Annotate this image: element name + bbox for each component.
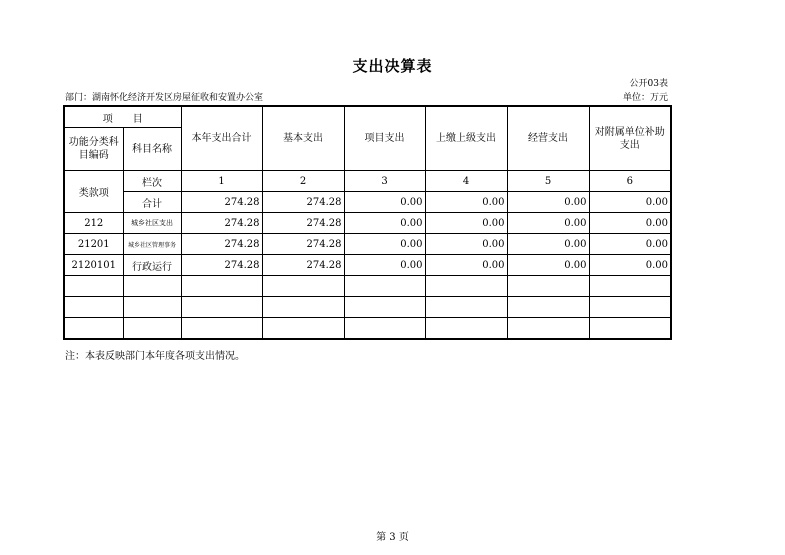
row-value: 274.28	[181, 234, 262, 255]
total-value: 0.00	[425, 192, 507, 213]
row-value: 0.00	[344, 255, 425, 276]
empty-cell	[262, 276, 344, 297]
row-value: 0.00	[425, 213, 507, 234]
empty-cell	[64, 318, 123, 340]
page-number: 第 3 页	[376, 532, 409, 543]
empty-cell	[262, 318, 344, 340]
col-num-1: 1	[181, 171, 262, 192]
empty-row	[64, 297, 671, 318]
empty-cell	[507, 297, 589, 318]
row-name: 城乡社区管理事务	[123, 234, 181, 255]
empty-cell	[589, 297, 671, 318]
header-total: 本年支出合计	[181, 106, 262, 171]
row-value: 0.00	[344, 234, 425, 255]
row-value: 0.00	[589, 234, 671, 255]
header-upper: 上缴上级支出	[425, 106, 507, 171]
empty-cell	[589, 318, 671, 340]
row-value: 0.00	[589, 213, 671, 234]
empty-cell	[64, 276, 123, 297]
table-row	[64, 213, 671, 234]
empty-cell	[262, 297, 344, 318]
table-note: 注：本表反映部门本年度各项支出情况。	[65, 351, 245, 362]
header-business: 经营支出	[507, 106, 589, 171]
total-label: 合计	[123, 192, 181, 213]
col-num-5: 5	[507, 171, 589, 192]
row-value: 274.28	[262, 255, 344, 276]
total-value: 0.00	[344, 192, 425, 213]
empty-cell	[344, 297, 425, 318]
form-code: 公开03表	[629, 79, 668, 89]
empty-cell	[507, 276, 589, 297]
empty-cell	[425, 297, 507, 318]
header-subsidy: 对附属单位补助支出	[589, 106, 671, 171]
empty-row	[64, 318, 671, 340]
empty-cell	[181, 318, 262, 340]
empty-cell	[64, 297, 123, 318]
column-index-row	[64, 171, 671, 192]
row-value: 0.00	[507, 234, 589, 255]
row-value: 274.28	[262, 234, 344, 255]
empty-cell	[123, 318, 181, 340]
row-value: 274.28	[181, 255, 262, 276]
col-num-6: 6	[589, 171, 671, 192]
empty-cell	[344, 276, 425, 297]
header-subject-name: 科目名称	[123, 128, 181, 171]
total-value: 0.00	[507, 192, 589, 213]
empty-cell	[181, 297, 262, 318]
total-value: 274.28	[181, 192, 262, 213]
row-code: 21201	[64, 234, 123, 255]
row-value: 274.28	[262, 213, 344, 234]
header-basic: 基本支出	[262, 106, 344, 171]
total-row	[64, 192, 671, 213]
department-label: 部门：湖南怀化经济开发区房屋征收和安置办公室	[65, 93, 264, 103]
row-value: 0.00	[425, 255, 507, 276]
empty-cell	[181, 276, 262, 297]
page-title: 支出决算表	[352, 57, 433, 75]
row-value: 0.00	[507, 213, 589, 234]
header-category: 类款项	[64, 171, 123, 213]
row-value: 274.28	[181, 213, 262, 234]
table-row	[64, 255, 671, 276]
empty-cell	[344, 318, 425, 340]
col-num-2: 2	[262, 171, 344, 192]
row-name: 城乡社区支出	[123, 213, 181, 234]
row-value: 0.00	[589, 255, 671, 276]
header-project: 项目支出	[344, 106, 425, 171]
col-num-3: 3	[344, 171, 425, 192]
empty-cell	[507, 318, 589, 340]
total-value: 0.00	[589, 192, 671, 213]
row-name: 行政运行	[123, 255, 181, 276]
total-value: 274.28	[262, 192, 344, 213]
expenditure-table	[63, 105, 672, 340]
row-value: 0.00	[425, 234, 507, 255]
row-code: 212	[64, 213, 123, 234]
header-func-code: 功能分类科目编码	[64, 128, 123, 171]
empty-cell	[123, 276, 181, 297]
row-value: 0.00	[344, 213, 425, 234]
empty-cell	[589, 276, 671, 297]
empty-cell	[425, 318, 507, 340]
empty-cell	[123, 297, 181, 318]
unit-label: 单位：万元	[622, 93, 668, 103]
table-row	[64, 234, 671, 255]
empty-cell	[425, 276, 507, 297]
col-num-4: 4	[425, 171, 507, 192]
header-row-1	[64, 106, 671, 128]
row-value: 0.00	[507, 255, 589, 276]
empty-row	[64, 276, 671, 297]
header-column-index: 栏次	[123, 171, 181, 192]
header-xiangmu: 项 目	[64, 106, 181, 128]
row-code: 2120101	[64, 255, 123, 276]
